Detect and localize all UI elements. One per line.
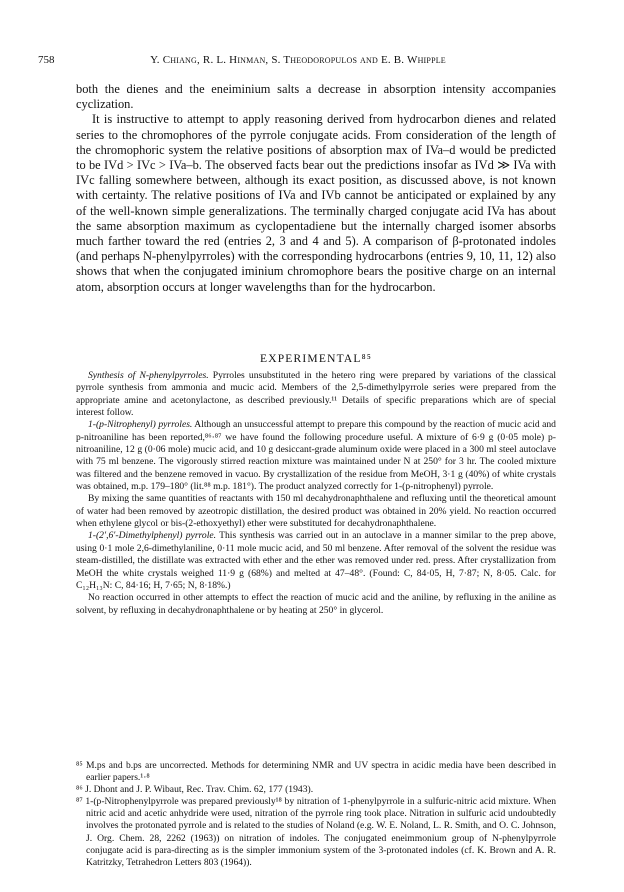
experimental-section (76, 370, 556, 617)
subheading-synthesis: Synthesis of N-phenylpyrroles. (88, 370, 209, 381)
experimental-paragraph-decahydronaphthalene: By mixing the same quantities of reactants with 150 ml decahydronaphthalene and refluxing until the theoretical amount of water had been removed by azeotropic distillation, the desired product was obtained in 20% yield. No reaction occurred when ethylene glycol or bis-(2-ethoxyethyl) ether were substituted for decahydronaphthalene. (76, 493, 556, 530)
main-body-text (76, 82, 556, 295)
synthesis-text: Pyrroles unsubstituted in the hetero ring were prepared by variations of the classical pyrrole synthesis from ammonia and mucic acid. Members of the 2,5-dimethylpyrrole series were prepared from the appropriate amine and acetonylactone, as described previously.¹¹ Details of specific preparations which are of special interest follow. (76, 370, 557, 419)
footnote-86: ⁸⁶ J. Dhont and J. P. Wibaut, Rec. Trav. Chim. 62, 177 (1943). (76, 784, 314, 796)
footnote-87: ⁸⁷ 1-(p-Nitrophenylpyrrole was prepared previously¹⁸ by nitration of 1-phenylpyrrole in a sulfuric-nitric acid mixture. When nitric acid and acetic anhydride were used, nitration of the pyrrole ring took place. Nitration in sulfuric acid undoubtedly involves the protonated pyrrole and is related to the studies of Noland (e.g. W. E. Noland, L. R. Smith, and O. C. Johnson, J. Org. Chem. 28, 2262 (1963)) on nitration of indoles. The conjugated eneimmonium group of N-phenylpyrrole conjugate acid is para-directing as is the simpler immonium system of the 3-protonated indoles (cf. K. Brown and A. R. Katritzky, Tetrahedron Letters 803 (1964)). (76, 796, 556, 868)
nitrophenyl-text: Although an unsuccessful attempt to prepare this compound by the reaction of mucic acid and p-nitroaniline has been reported,⁸⁶·⁸⁷ we have found the following procedure useful. A mixture of 6·9 g (0·05 mole) p-nitroaniline, 12 g (0·06 mole) mucic acid, and 10 g desiccant-grade aluminum oxide were placed in a 300 ml steel autoclave with 75 ml benzene. The vigorously stirred reaction mixture was maintained under N at 250° for 3 hr. The cooled mixture was filtered and the benzene removed in vacuo. By crystallization of the residue from MeOH, 3·1 g (40%) of white crystals was obtained, m.p. 179–180° (lit.⁸⁸ m.p. 181°). The product analyzed correctly for 1-(p-nitrophenyl) pyrrole. (76, 419, 556, 493)
page-header (38, 54, 558, 70)
footnotes (76, 760, 556, 869)
section-heading-experimental: EXPERIMENTAL⁸⁵ (259, 353, 373, 365)
page-number: 758 (38, 54, 55, 66)
subheading-dimethylphenyl: 1-(2′,6′-Dimethylphenyl) pyrrole. (88, 530, 217, 542)
experimental-paragraph-nitrophenyl (76, 419, 556, 493)
footnote-85: ⁸⁵ M.ps and b.ps are uncorrected. Methods for determining NMR and UV spectra in acidic media have been described in earlier papers.¹·⁸ (76, 760, 556, 784)
running-head: Y. Chiang, R. L. Hinman, S. Theodoropulos and E. B. Whipple (150, 54, 446, 66)
experimental-paragraph-synthesis (76, 370, 556, 419)
dimethylphenyl-text: This synthesis was carried out in an autoclave in a manner similar to the prep above, using 0·1 mole 2,6-dimethylaniline, 0·11 mole mucic acid, and 50 ml benzene. After removal of the solvent the residue was steam-distilled, the distillate was extracted with ether and the ether was removed under red. press. After crystallization from MeOH the white crystals weighed 11·9 g (68%) and melted at 47–48°. (Found: C, 84·05, H, 7·87; N, 8·05. Calc. for C₁₂H₁₃N: C, 84·16; H, 7·65; N, 8·18%.) (76, 530, 557, 591)
experimental-paragraph-no-reaction: No reaction occurred in other attempts to effect the reaction of mucic acid and the aniline, by refluxing in the aniline as solvent, by refluxing in decahydronaphthalene or by heating at 250° in glycerol. (76, 592, 556, 616)
paragraph-chromophore-discussion: It is instructive to attempt to apply reasoning derived from hydrocarbon dienes and related series to the chromophores of the pyrrole conjugate acids. From consideration of the length of the chromophoric system the relative positions of absorption max of IVa–d would be predicted to be IVd > IVc > IVa–b. The observed facts bear out the predictions insofar as IVd ≫ IVa with IVc falling somewhere between, although its exact position, as discussed above, is not known with certainty. The relative positions of IVa and IVb cannot be anticipated or explained by any of the well-known simple generalizations. The terminally charged conjugate acid IVa has about the same absorption maximum as cyclopentadiene but the internally charged isomer absorbs much farther toward the red (entries 2, 3 and 4 and 5). A comparison of β-protonated indoles (and perhaps N-phenylpyrroles) with the corresponding hydrocarbons (entries 9, 10, 11, 12) also shows that when the conjugated iminium chromophore bears the positive charge on an internal atom, absorption occurs at longer wavelengths than for the hydrocarbon. (76, 112, 556, 294)
paragraph-cyclization: both the dienes and the eneiminium salts a decrease in absorption intensity accompanies cyclization. (76, 82, 556, 112)
subheading-nitrophenyl: 1-(p-Nitrophenyl) pyrroles. (88, 419, 193, 431)
experimental-paragraph-dimethylphenyl (76, 530, 556, 592)
